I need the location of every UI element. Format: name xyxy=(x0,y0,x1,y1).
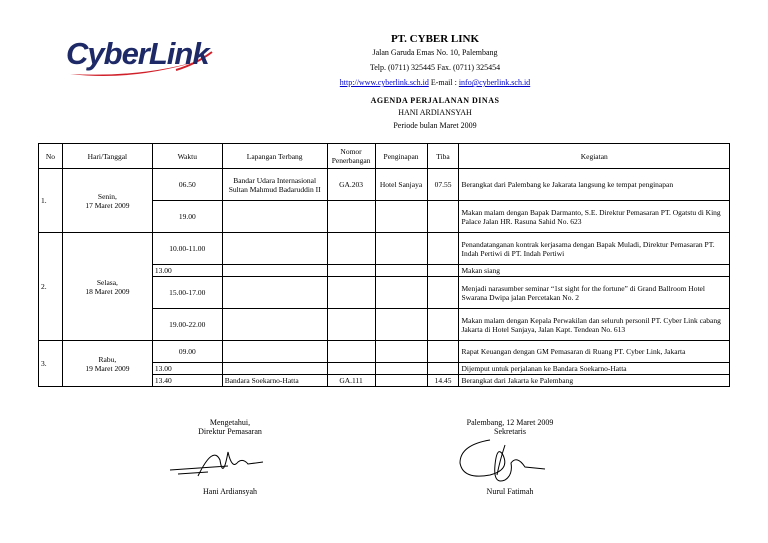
cell-time: 10.00-11.00 xyxy=(152,233,222,265)
header-airport: Lapangan Terbang xyxy=(222,144,327,169)
cell-airport: Bandar Udara Internasional Sultan Mahmud Badaruddin II xyxy=(222,169,327,201)
cell-activity: Makan malam dengan Kepala Perwakilan dan seluruh personil PT. Cyber Link cabang Jakarta di Hotel Sanjaya, Jalan Kapt. Tendean No. 613 xyxy=(459,309,730,341)
cell-flight xyxy=(327,201,375,233)
cell-hotel xyxy=(375,265,427,277)
cell-time: 13.00 xyxy=(152,265,222,277)
cell-no: 2. xyxy=(39,233,63,341)
cell-hotel: Hotel Sanjaya xyxy=(375,169,427,201)
cell-arrival: 14.45 xyxy=(427,375,459,387)
email-link[interactable]: info@cyberlink.sch.id xyxy=(458,78,531,87)
cell-arrival: 07.55 xyxy=(427,169,459,201)
company-address: Jalan Garuda Emas No. 10, Palembang xyxy=(372,48,498,57)
cell-hotel xyxy=(375,341,427,363)
cell-activity: Rapat Keuangan dengan GM Pemasaran di Ruang PT. Cyber Link, Jakarta xyxy=(459,341,730,363)
signature-block-left xyxy=(170,418,290,436)
header-activity: Kegiatan xyxy=(459,144,730,169)
table-header-row xyxy=(39,144,730,169)
table-row xyxy=(39,341,730,363)
company-name: PT. CYBER LINK xyxy=(390,33,480,45)
cell-arrival xyxy=(427,341,459,363)
document-person-name: HANI ARDIANSYAH xyxy=(398,108,472,117)
cell-flight xyxy=(327,363,375,375)
signature-right-line2: Sekretaris xyxy=(494,427,526,436)
cell-airport xyxy=(222,341,327,363)
company-contact xyxy=(200,78,670,87)
cell-time: 19.00 xyxy=(152,201,222,233)
cell-arrival xyxy=(427,265,459,277)
cell-no: 1. xyxy=(39,169,63,233)
cell-time: 15.00-17.00 xyxy=(152,277,222,309)
header-date: Hari/Tanggal xyxy=(62,144,152,169)
cell-flight xyxy=(327,341,375,363)
logo-text: CyberLink xyxy=(66,36,209,71)
cell-time: 13.00 xyxy=(152,363,222,375)
website-link[interactable]: http://www.cyberlink.sch.id xyxy=(339,78,429,87)
signature-right-name: Nurul Fatimah xyxy=(486,487,534,496)
cell-time: 09.00 xyxy=(152,341,222,363)
cell-flight xyxy=(327,233,375,265)
signature-left-line2: Direktur Pemasaran xyxy=(198,427,262,436)
header-no: No xyxy=(39,144,63,169)
document-period: Periode bulan Maret 2009 xyxy=(393,121,477,130)
cell-activity: Menjadi narasumber seminar “1st sight for the fortune” di Grand Ballroom Hotel Swarana Dwipa jalan Percetakan No. 2 xyxy=(459,277,730,309)
cell-flight xyxy=(327,277,375,309)
signature-left-scribble xyxy=(168,440,278,485)
cell-airport xyxy=(222,201,327,233)
cell-time: 13.40 xyxy=(152,375,222,387)
cell-airport: Bandara Soekarno-Hatta xyxy=(222,375,327,387)
company-phone: Telp. (0711) 325445 Fax. (0711) 325454 xyxy=(369,63,501,72)
header-arrival: Tiba xyxy=(427,144,459,169)
cell-hotel xyxy=(375,201,427,233)
email-label: E-mail : xyxy=(428,78,459,87)
cell-activity: Berangkat dari Jakarta ke Palembang xyxy=(459,375,730,387)
agenda-table xyxy=(38,143,730,387)
cell-hotel xyxy=(375,363,427,375)
cell-date: Senin, 17 Maret 2009 xyxy=(62,169,152,233)
cell-no: 3. xyxy=(39,341,63,387)
cell-airport xyxy=(222,265,327,277)
cell-time: 19.00-22.00 xyxy=(152,309,222,341)
signature-left-line1: Mengetahui, xyxy=(209,418,251,427)
header-hotel: Penginapan xyxy=(375,144,427,169)
cell-flight xyxy=(327,265,375,277)
table-row xyxy=(39,169,730,201)
header-flight: Nomor Penerbangan xyxy=(327,144,375,169)
cell-flight: GA.203 xyxy=(327,169,375,201)
cell-flight xyxy=(327,309,375,341)
table-row xyxy=(39,233,730,265)
signature-right-line1: Palembang, 12 Maret 2009 xyxy=(466,418,554,427)
cell-hotel xyxy=(375,277,427,309)
cell-airport xyxy=(222,277,327,309)
cell-activity: Dijemput untuk perjalanan ke Bandara Soekarno-Hatta xyxy=(459,363,730,375)
cell-activity: Makan siang xyxy=(459,265,730,277)
cell-hotel xyxy=(375,309,427,341)
cell-arrival xyxy=(427,363,459,375)
cell-flight: GA.111 xyxy=(327,375,375,387)
cell-time: 06.50 xyxy=(152,169,222,201)
cell-date: Rabu, 19 Maret 2009 xyxy=(62,341,152,387)
cell-arrival xyxy=(427,201,459,233)
cell-activity: Makan malam dengan Bapak Darmanto, S.E. Direktur Pemasaran PT. Ogatstu di King Palace Jalan HR. Rasuna Sahid No. 623 xyxy=(459,201,730,233)
cell-activity: Penandatanganan kontrak kerjasama dengan Bapak Muladi, Direktur Pemasaran PT. Indah Pertiwi di PT. Indah Pertiwi xyxy=(459,233,730,265)
cell-arrival xyxy=(427,277,459,309)
cell-arrival xyxy=(427,233,459,265)
cell-hotel xyxy=(375,375,427,387)
cell-activity: Berangkat dari Palembang ke Jakarata langsung ke tempat penginapan xyxy=(459,169,730,201)
cell-airport xyxy=(222,363,327,375)
signature-left-name: Hani Ardiansyah xyxy=(203,487,257,496)
signature-block-right xyxy=(440,418,580,436)
cell-arrival xyxy=(427,309,459,341)
cell-date: Selasa, 18 Maret 2009 xyxy=(62,233,152,341)
cell-airport xyxy=(222,233,327,265)
signature-right-scribble xyxy=(455,435,555,490)
cell-airport xyxy=(222,309,327,341)
document-title: AGENDA PERJALANAN DINAS xyxy=(370,96,500,105)
cell-hotel xyxy=(375,233,427,265)
company-logo xyxy=(66,34,216,82)
header-time: Waktu xyxy=(152,144,222,169)
